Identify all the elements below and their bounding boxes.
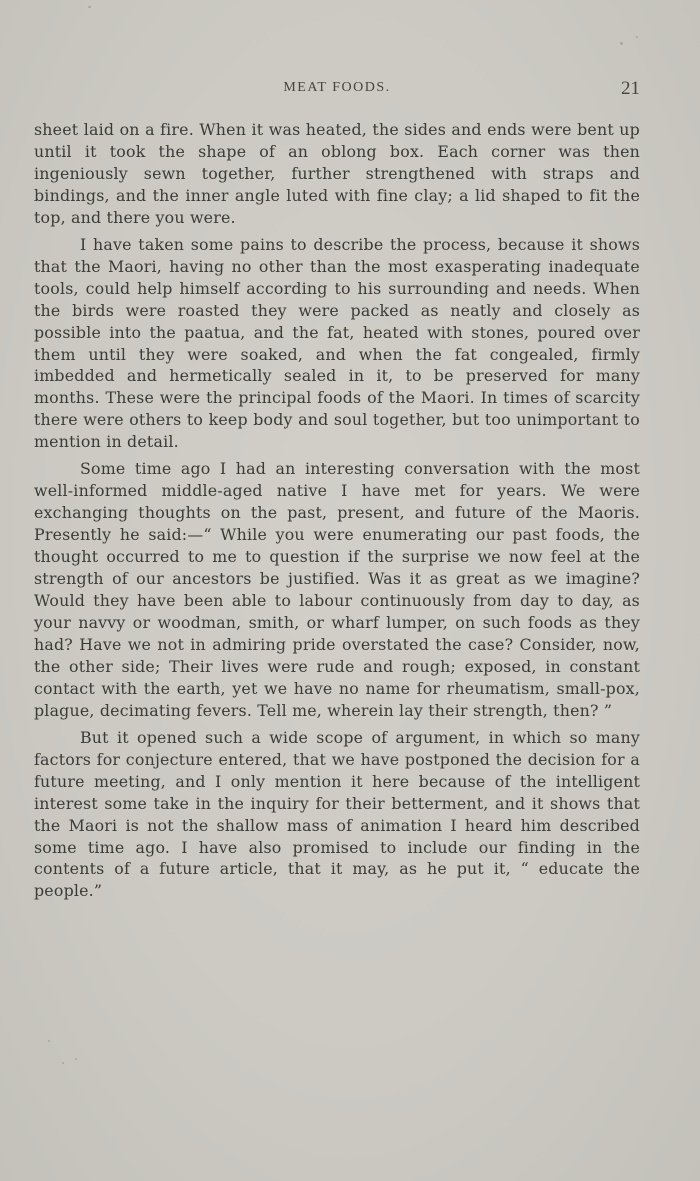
- body-text: [34, 119, 640, 907]
- running-head: [34, 78, 640, 102]
- paper-speck: [620, 42, 623, 45]
- running-head-title: MEAT FOODS.: [283, 80, 391, 95]
- paper-speck: [636, 36, 638, 38]
- paper-speck: [48, 1040, 50, 1042]
- paragraph-process-description: I have taken some pains to describe the process, because it shows that the Maori, having no other than the most exasperating inadequate tools, could help himself according to his surrounding and needs. When the birds were roasted they were packed as neatly and closely as possible into the paatua, and the fat, heated with stones, poured over them until they were soaked, and when the fat congealed, firmly imbedded and hermetically sealed in it, to be preserved for many months. These were the principal foods of the Maori. In times of scarcity there were others to keep body and soul together, but too unimportant to mention in detail.: [34, 234, 640, 452]
- paper-speck: [75, 1058, 77, 1060]
- paper-speck: [62, 1062, 64, 1064]
- page-number: 21: [621, 78, 640, 99]
- paragraph-continued: sheet laid on a fire. When it was heated, the sides and ends were bent up until it took the shape of an oblong box. Each corner was then ingeniously sewn together, further strengthened with straps and bindings, and the inner angle luted with fine clay; a lid shaped to fit the top, and there you were.: [34, 120, 640, 227]
- paragraph-argument: But it opened such a wide scope of argument, in which so many factors for conjecture entered, that we have postponed the decision for a future meeting, and I only mention it here because of the intelligent interest some take in the inquiry for their betterment, and it shows that the Maori is not the shallow mass of animation I heard him described some time ago. I have also promised to include our finding in the contents of a future article, that it may, as he put it, “ educate the people.”: [34, 727, 640, 901]
- paper-speck: [88, 6, 91, 8]
- paragraph-conversation: Some time ago I had an interesting conversation with the most well-informed middle-aged native I have met for years. We were exchanging thoughts on the past, present, and future of the Maoris. Presently he said:—“ While you were enumerating our past foods, the thought occurred to me to question if the surprise we now feel at the strength of our ancestors be justified. Was it as great as we imagine? Would they have been able to labour continuously from day to day, as your navvy or woodman, smith, or wharf lumper, on such foods as they had? Have we not in admiring pride overstated the case? Consider, now, the other side; Their lives were rude and rough; exposed, in constant contact with the earth, yet we have no name for rheumatism, small-pox, plague, decimating fevers. Tell me, wherein lay their strength, then? ”: [34, 459, 640, 720]
